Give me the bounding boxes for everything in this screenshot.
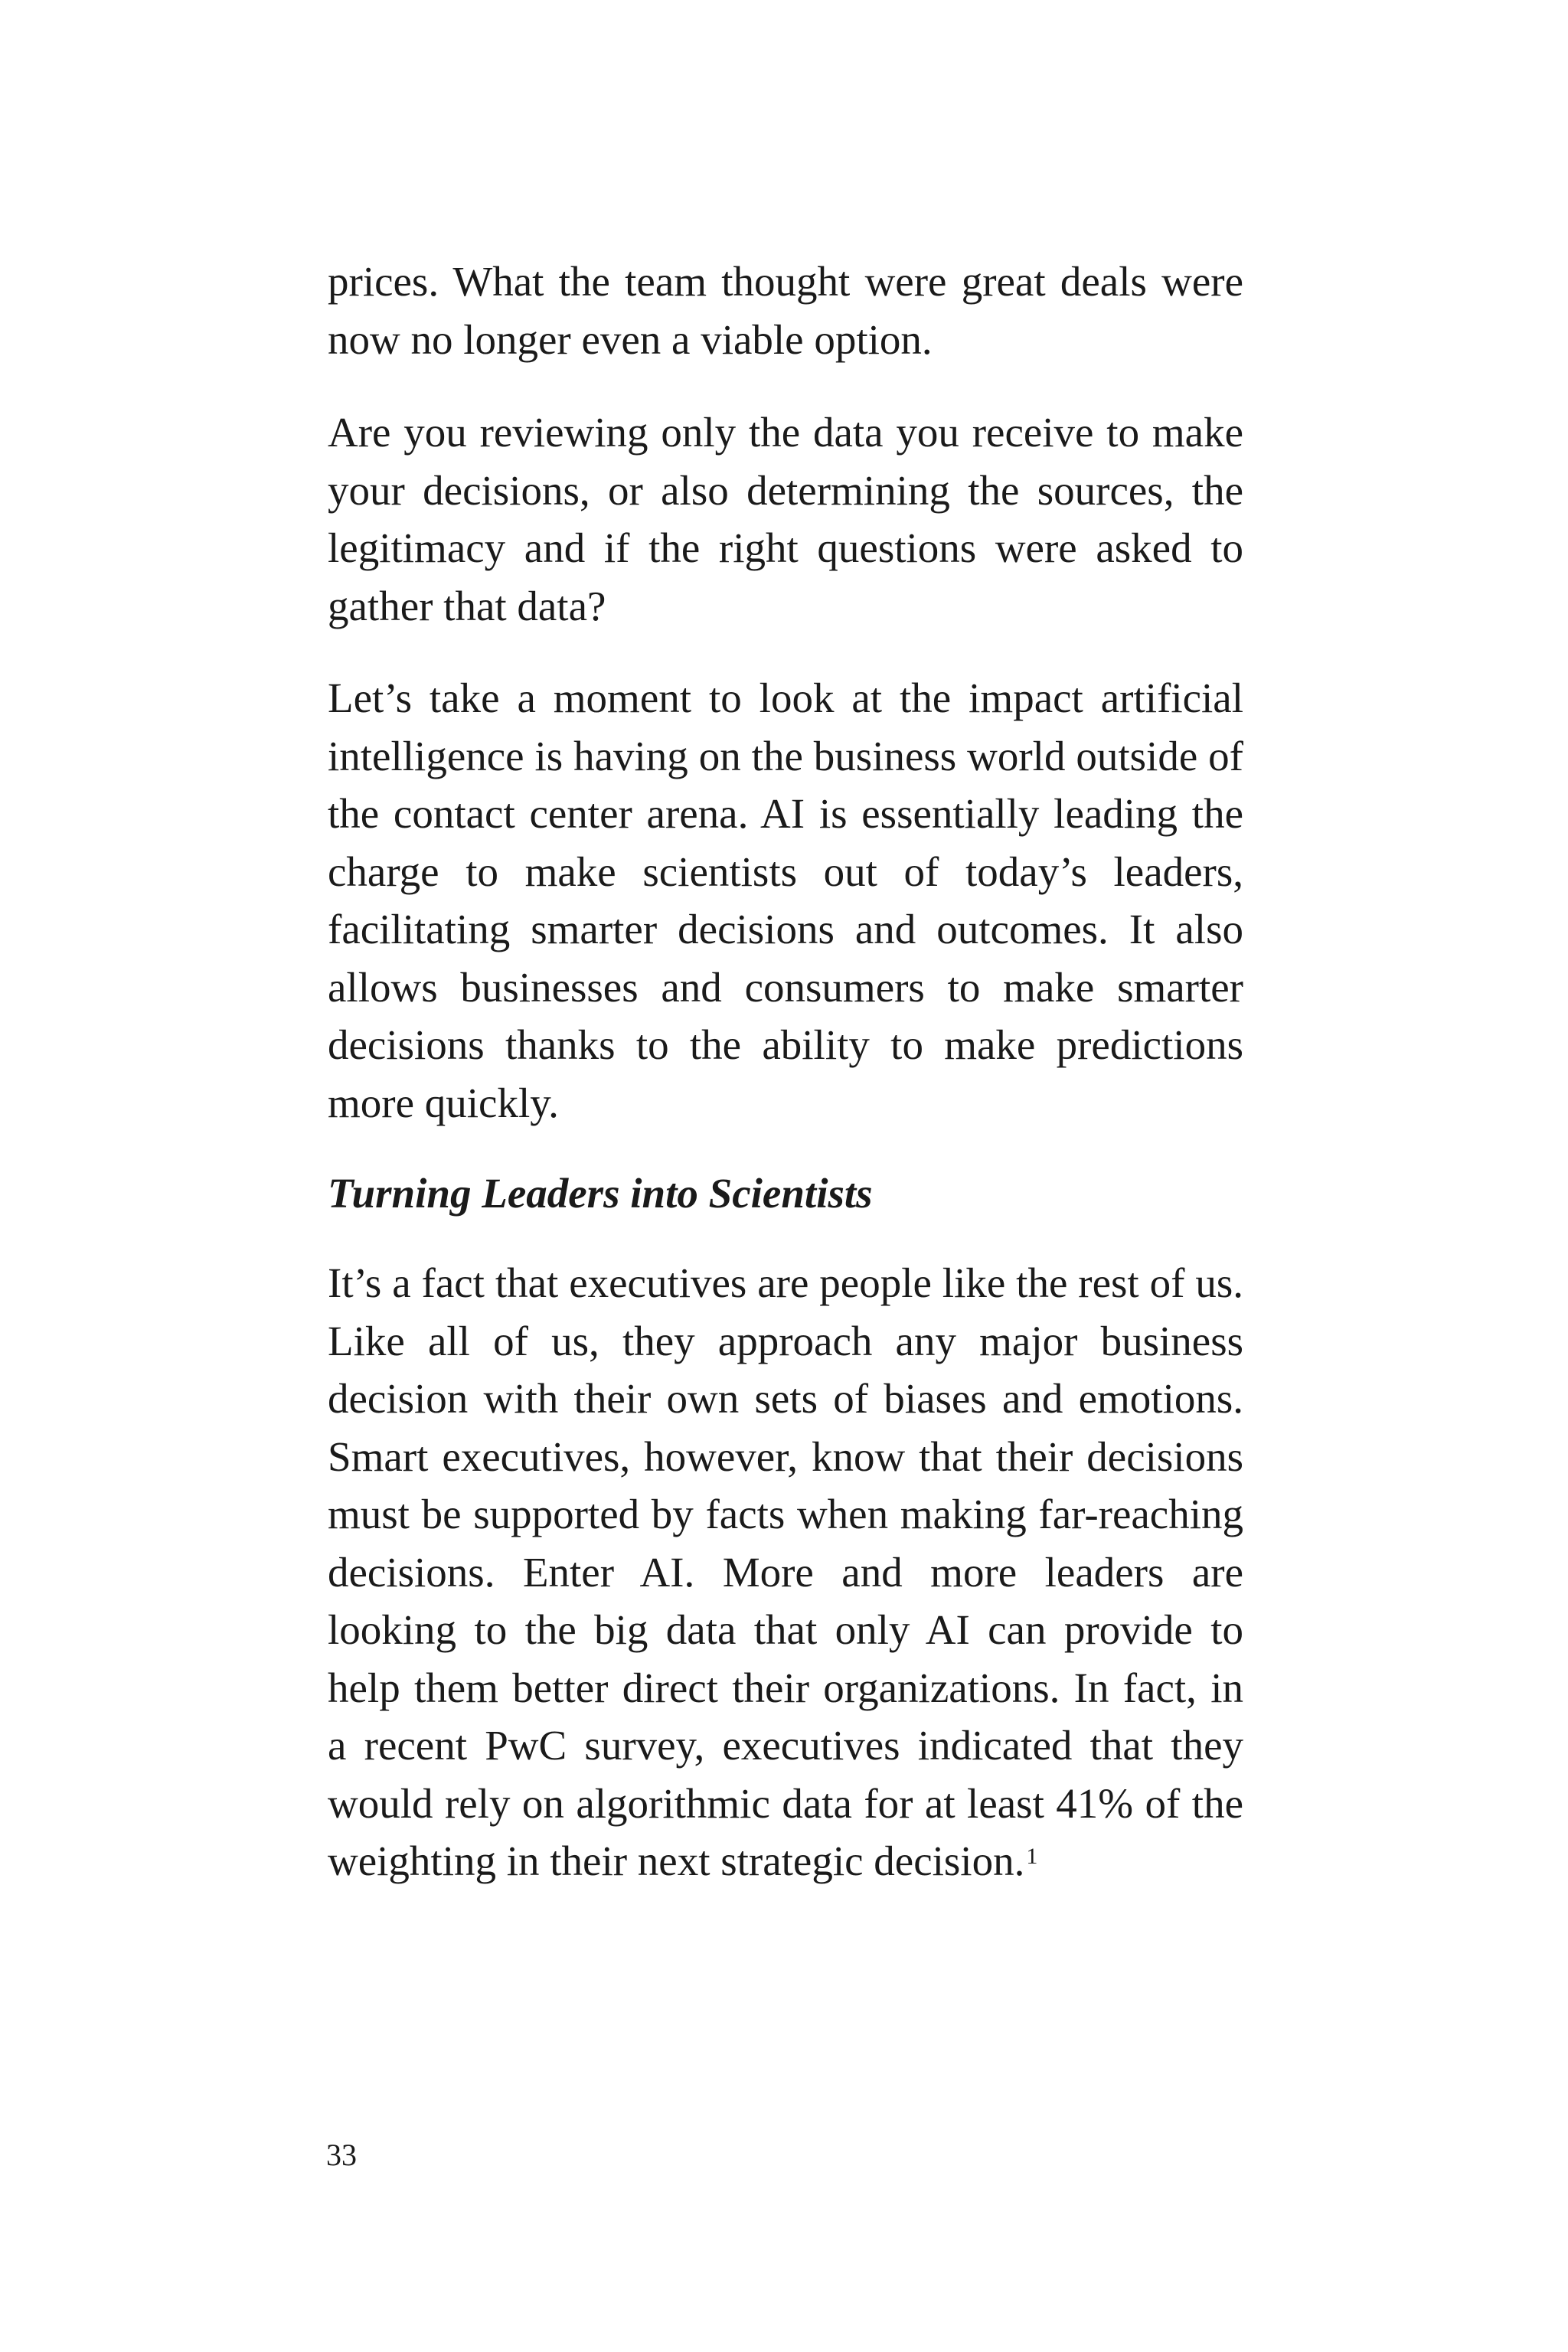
paragraph-leaders-text: It’s a fact that executives are people like the rest of us. Like all of us, they approach any major business decision with their own sets of biases and emotions. Smart executives, however, know that their decisions must be supported by facts when making far-reaching decisions. Enter AI. More and more leaders are looking to the big data that only AI can provide to help them better direct their organizations. In fact, in a recent PwC survey, executives indicated that they would rely on algorithmic data for at least 41% of the weighting in their next strategic decision. bbox=[328, 1259, 1243, 1884]
paragraph-question: Are you reviewing only the data you receive to make your decisions, or also determining the sources, the legitimacy and if the right questions were asked to gather that data? bbox=[328, 409, 1243, 629]
paragraph-intro: prices. What the team thought were great deals were now no longer even a viable option. bbox=[328, 258, 1243, 363]
paragraph-leaders bbox=[328, 1254, 1243, 1890]
page-body bbox=[328, 253, 1243, 1890]
paragraph-ai-impact: Let’s take a moment to look at the impact artificial intelligence is having on the business world outside of the contact center arena. AI is essentially leading the charge to make scientists out of today’s leaders, facilitating smarter decisions and outcomes. It also allows businesses and consumers to make smarter decisions thanks to the ability to make predictions more quickly. bbox=[328, 675, 1243, 1126]
page-number: 33 bbox=[326, 2138, 357, 2172]
section-heading: Turning Leaders into Scientists bbox=[328, 1170, 873, 1217]
footnote-marker: 1 bbox=[1026, 1844, 1038, 1869]
